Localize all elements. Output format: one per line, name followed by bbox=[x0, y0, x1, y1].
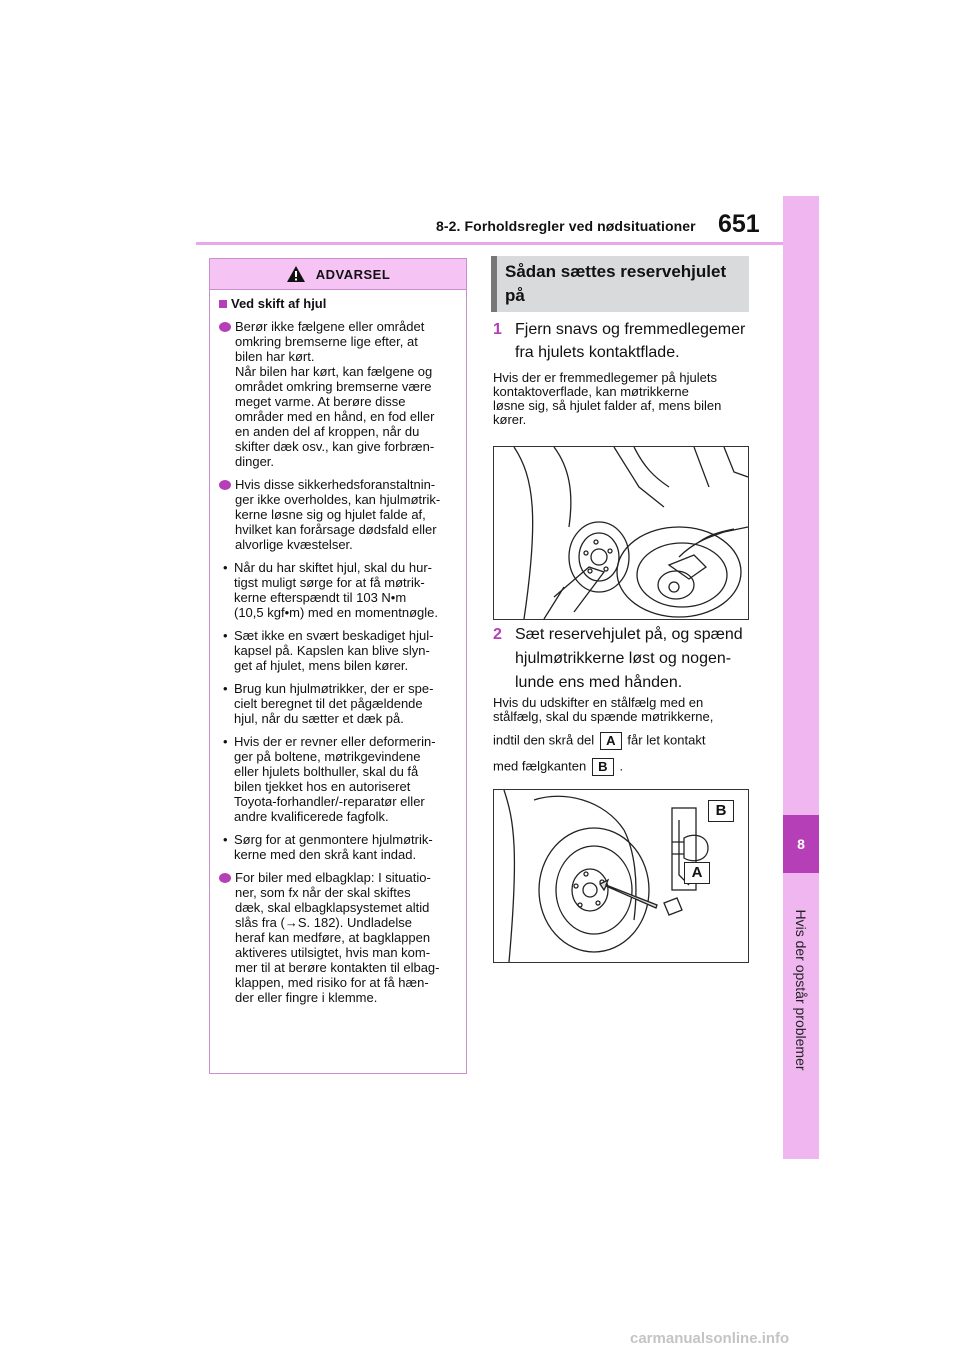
dot-bullet-icon: • bbox=[223, 681, 228, 696]
step-2-note bbox=[493, 696, 755, 776]
warning-heading-text: Ved skift af hjul bbox=[231, 296, 327, 311]
step-1 bbox=[493, 318, 745, 364]
warning-item bbox=[223, 832, 460, 862]
warning-item-text: Hvis disse sikkerhedsforanstaltnin- ger ikke overholdes, kan hjulmøtrik- kerne løsne sig og hjulet falde af, hvilket kan forårsage dødsfald eller alvorlige kvæstelser. bbox=[235, 477, 441, 552]
label-b-box: B bbox=[592, 758, 614, 776]
step-2 bbox=[493, 623, 743, 695]
clean-hub-illustration bbox=[494, 447, 748, 619]
warning-triangle-icon bbox=[286, 265, 306, 283]
warning-item bbox=[223, 734, 460, 824]
warning-items bbox=[219, 319, 460, 1005]
step-2-note-line-c bbox=[493, 758, 755, 776]
figure-clean-hub bbox=[493, 446, 749, 620]
circle-bullet-icon bbox=[219, 480, 231, 490]
step-1-number: 1 bbox=[493, 321, 502, 338]
dot-bullet-icon: • bbox=[223, 734, 228, 749]
circle-bullet-icon bbox=[219, 873, 231, 883]
warning-item bbox=[223, 681, 460, 726]
step-2-text: Sæt reservehjulet på, og spænd hjulmøtrikkerne løst og nogen- lunde ens med hånden. bbox=[515, 626, 743, 691]
warning-box bbox=[209, 258, 467, 1074]
square-bullet-icon bbox=[219, 300, 227, 308]
warning-item-text: Berør ikke fælgene eller området omkring bremserne lige efter, at bilen har kørt. Når bilen har kørt, kan fælgene og området omkring bremserne være meget varme. At berøre disse områder med en hånd, en fod eller en anden del af kroppen, når du skifter dæk osv., kan give forbræn- dinger. bbox=[235, 319, 435, 469]
warning-item bbox=[219, 870, 460, 1005]
warning-item-text: For biler med elbagklap: I situatio- ner, som fx når der skal skiftes dæk, skal elbagklapsystemet altid slås fra (→S. 182). Undladelse heraf kan medføre, at bagklappen aktiveres utilsigtet, hvis man kom- mer til at berøre kontakten til elbag- klappen, med risiko for at få hæn- der eller fingre i klemme. bbox=[235, 870, 440, 1005]
section-heading: Sådan sættes reservehjulet på bbox=[491, 256, 749, 312]
warning-item-text: Brug kun hjulmøtrikker, der er spe- cielt beregnet til det pågældende hjul, når du sætter et dæk på. bbox=[234, 681, 434, 726]
warning-item-text: Når du har skiftet hjul, skal du hur- tigst muligt sørge for at få møtrik- kerne efterspændt til 103 N•m (10,5 kgf•m) med en momentnøgle. bbox=[234, 560, 438, 620]
warning-item bbox=[219, 477, 460, 552]
figure-label-a: A bbox=[684, 862, 710, 884]
step-2-note-b-post: får let kontakt bbox=[627, 732, 706, 748]
dot-bullet-icon: • bbox=[223, 560, 228, 575]
warning-header bbox=[210, 259, 466, 290]
warning-item-text: Sørg for at genmontere hjulmøtrik- kerne med den skrå kant indad. bbox=[234, 832, 433, 862]
figure-label-b: B bbox=[708, 800, 734, 822]
warning-item-text: Hvis der er revner eller deformerin- ger på boltene, møtrikgevindene eller hjulets bolthuller, skal du få bilen tjekket hos en autoriseret Toyota-forhandler/-reparatør eller andre kvalificerede fagfolk. bbox=[234, 734, 436, 824]
dot-bullet-icon: • bbox=[223, 832, 228, 847]
step-1-note: Hvis der er fremmedlegemer på hjulets kontaktoverflade, kan møtrikkerne løsne sig, så hjulet falder af, mens bilen kører. bbox=[493, 370, 722, 427]
warning-item bbox=[223, 628, 460, 673]
step-1-text: Fjern snavs og fremmedlegemer fra hjulets kontaktflade. bbox=[515, 321, 746, 361]
warning-body bbox=[210, 290, 466, 1005]
warning-item bbox=[223, 560, 460, 620]
page-number: 651 bbox=[718, 210, 760, 238]
step-2-note-line-a: Hvis du udskifter en stålfælg med en stålfælg, skal du spænde møtrikkerne, bbox=[493, 695, 714, 724]
warning-item bbox=[219, 319, 460, 469]
step-2-note-b-pre: indtil den skrå del bbox=[493, 732, 595, 748]
figure-mount-nuts bbox=[493, 789, 749, 963]
warning-item-text: Sæt ikke en svært beskadiget hjul- kapsel på. Kapslen kan blive slyn- get af hjulet, mens bilen kører. bbox=[234, 628, 434, 673]
dot-bullet-icon: • bbox=[223, 628, 228, 643]
label-a-box: A bbox=[600, 732, 622, 750]
watermark: carmanualsonline.info bbox=[630, 1330, 790, 1347]
warning-title: ADVARSEL bbox=[315, 266, 391, 282]
chapter-number: 8 bbox=[783, 815, 819, 873]
section-title: 8-2. Forholdsregler ved nødsituationer bbox=[436, 218, 696, 234]
chapter-title: Hvis der opstår problemer bbox=[793, 909, 809, 1071]
step-2-number: 2 bbox=[493, 626, 502, 643]
step-2-note-line-b bbox=[493, 732, 755, 750]
step-2-note-c-pre: med fælgkanten bbox=[493, 758, 587, 774]
circle-bullet-icon bbox=[219, 322, 231, 332]
warning-heading bbox=[219, 296, 460, 311]
step-2-note-c-post: . bbox=[619, 758, 624, 774]
header-rule bbox=[196, 242, 784, 245]
